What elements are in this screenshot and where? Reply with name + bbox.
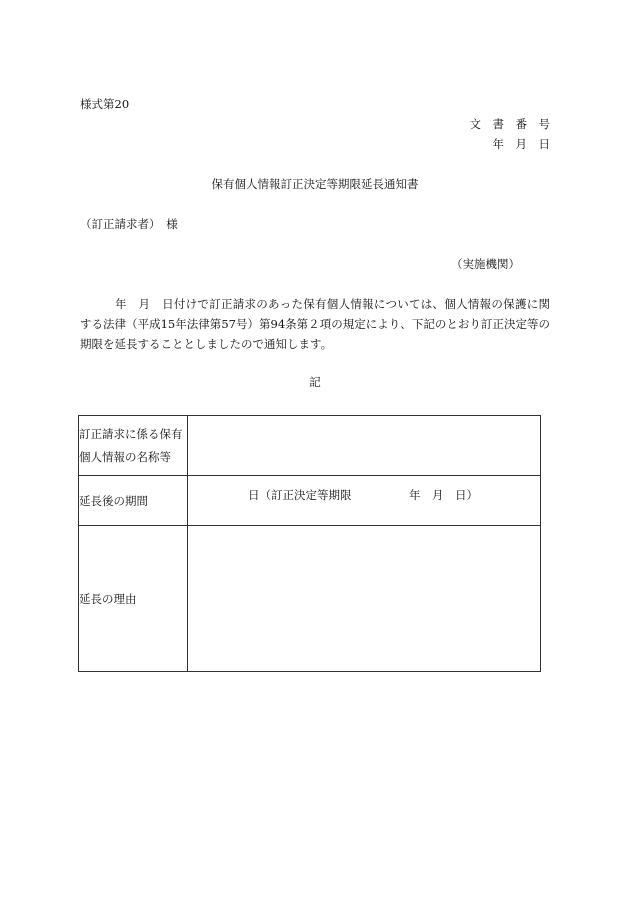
info-name-value[interactable] (188, 416, 541, 476)
notice-table (78, 415, 541, 672)
extended-period-value[interactable] (188, 476, 541, 526)
table-row-extended-period (79, 476, 541, 526)
issue-date: 年 月 日 (492, 137, 550, 151)
info-name-label (79, 416, 188, 476)
body-line-2: する法律（平成15年法律第57号）第94条第２項の規定により、下記のとおり訂正決定等の (80, 317, 550, 331)
form-number: 様式第20 (80, 97, 130, 111)
addressee: （訂正請求者） 様 (80, 217, 178, 231)
info-name-label-line-1: 訂正請求に係る保有 (79, 426, 183, 441)
ki-heading: 記 (309, 375, 321, 389)
reason-label: 延長の理由 (79, 526, 188, 672)
document-number: 文 書 番 号 (469, 117, 550, 131)
body-line-1: 年 月 日付けで訂正請求のあった保有個人情報については、個人情報の保護に関 (115, 297, 550, 311)
implementing-agency: （実施機関） (451, 257, 520, 271)
info-name-label-line-2: 個人情報の名称等 (79, 449, 171, 464)
document-title: 保有個人情報訂正決定等期限延長通知書 (211, 177, 419, 191)
extended-period-text: 日（訂正決定等期限 年 月 日） (248, 488, 478, 502)
reason-value[interactable] (188, 526, 541, 672)
body-line-3: 期限を延長することとしましたので通知します。 (80, 337, 333, 351)
extended-period-label: 延長後の期間 (79, 476, 188, 526)
table-row-reason (79, 526, 541, 672)
table-row-info-name (79, 416, 541, 476)
